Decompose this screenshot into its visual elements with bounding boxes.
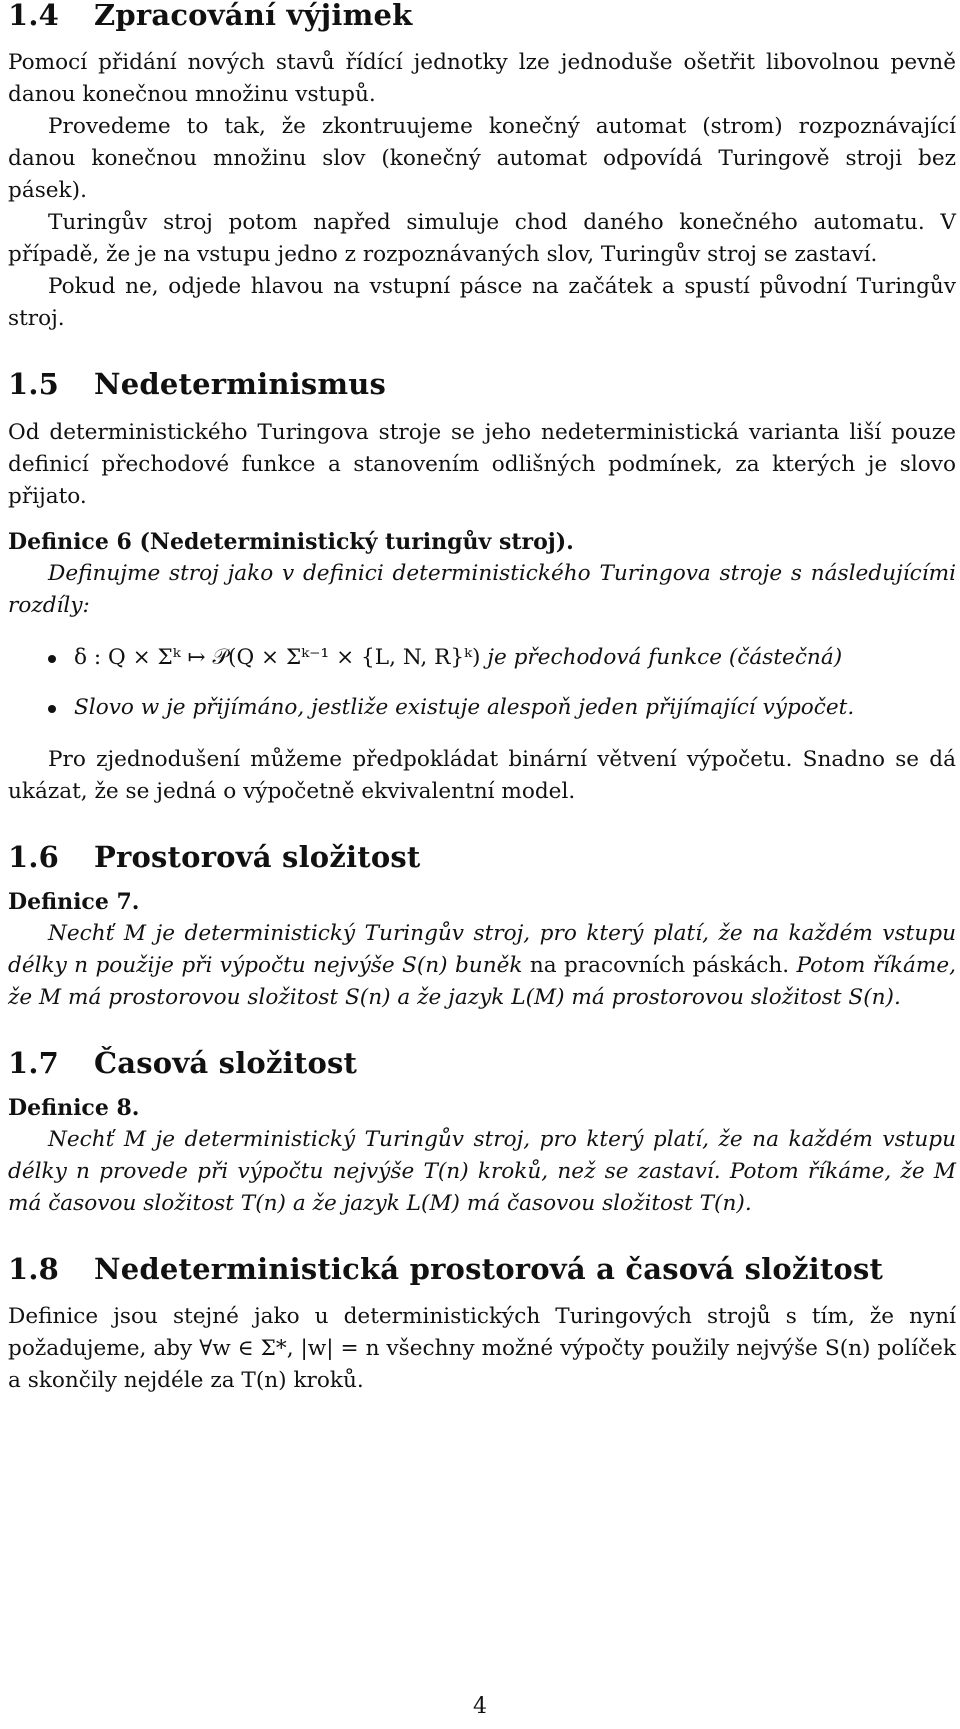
list-item xyxy=(8,642,956,674)
section-number: 1.7 xyxy=(8,1045,60,1080)
section-title: Nedeterminismus xyxy=(94,366,387,401)
paragraph: Definice jsou stejné jako u deterministických Turingových strojů s tím, že nyní požadujeme, aby ∀w ∈ Σ*, |w| = n všechny možné výpočty použily nejvýše S(n) políček a skončily nejdéle za T(n) kroků. xyxy=(8,1304,956,1394)
definition-text: Nechť M je deterministický Turingův stroj, pro který platí, že na každém vstupu délky n provede při výpočtu nejvýše T(n) kroků, než se zastaví. Potom říkáme, že M má časovou složitost T(n) a že jazyk L(M) má časovou složitost T(n). xyxy=(8,1126,956,1216)
paragraph: Provedeme to tak, že zkontruujeme konečný automat (strom) rozpoznávající danou konečnou množinu slov (konečný automat odpovídá Turingově stroji bez pásek). xyxy=(8,113,956,203)
section-number: 1.5 xyxy=(8,366,60,401)
definition-title: Definice 8. xyxy=(8,1094,140,1121)
list-item-text: Slovo w je přijímáno, jestliže existuje alespoň jeden přijímající výpočet. xyxy=(74,694,855,720)
definition-title: Definice 7. xyxy=(8,888,140,915)
paragraph: Pomocí přidání nových stavů řídící jednotky lze jednoduše ošetřit libovolnou pevně danou konečnou množinu vstupů. xyxy=(8,49,956,107)
section-heading-1-8 xyxy=(8,1251,956,1286)
list-item xyxy=(8,692,956,724)
section-title: Nedeterministická prostorová a časová složitost xyxy=(94,1251,884,1286)
paragraph: Od deterministického Turingova stroje se jeho nedeterministická varianta liší pouze definicí přechodové funkce a stanovením odlišných podmínek, za kterých je slovo přijato. xyxy=(8,419,956,509)
paragraph: Turingův stroj potom napřed simuluje chod daného konečného automatu. V případě, že je na vstupu jedno z rozpoznávaných slov, Turingův stroj se zastaví. xyxy=(8,209,956,267)
section-number: 1.8 xyxy=(8,1251,60,1286)
paragraph: Pro zjednodušení můžeme předpokládat binární větvení výpočetu. Snadno se dá ukázat, že se jedná o výpočetně ekvivalentní model. xyxy=(8,746,956,804)
definition-list xyxy=(8,642,956,724)
section-heading-1-4 xyxy=(8,0,956,32)
paragraph: Pokud ne, odjede hlavou na vstupní pásce na začátek a spustí původní Turingův stroj. xyxy=(8,273,956,331)
section-heading-1-6 xyxy=(8,839,956,874)
section-title: Prostorová složitost xyxy=(94,839,421,874)
list-item-text: je přechodová funkce (částečná) xyxy=(480,644,843,670)
section-title: Časová složitost xyxy=(94,1045,358,1080)
definition-text-part: Potom říkáme, že M má prostorovou složitost S(n) a že jazyk L(M) má prostorovou složitost S(n). xyxy=(8,952,957,1010)
page-content xyxy=(8,0,956,1397)
definition-text xyxy=(8,918,956,1014)
definition-text-part: na pracovních páskách. xyxy=(522,952,790,978)
section-heading-1-5 xyxy=(8,366,956,401)
definition-title: Definice 6 (Nedeterministický turingův stroj). xyxy=(8,528,574,555)
section-number: 1.6 xyxy=(8,839,60,874)
transition-formula: δ : Q × Σᵏ ↦ 𝒫(Q × Σᵏ⁻¹ × {L, N, R}ᵏ) xyxy=(74,644,481,670)
section-title: Zpracování výjimek xyxy=(94,0,413,32)
section-heading-1-7 xyxy=(8,1045,956,1080)
definition-text-part: Nechť M je deterministický Turingův stroj, pro který platí, že na každém vstupu délky n použije při výpočtu nejvýše S(n) buněk xyxy=(8,920,956,978)
section-number: 1.4 xyxy=(8,0,60,32)
definition-text: Definujme stroj jako v definici deterministického Turingova stroje s následujícími rozdíly: xyxy=(8,560,956,618)
page-number: 4 xyxy=(473,1694,487,1719)
